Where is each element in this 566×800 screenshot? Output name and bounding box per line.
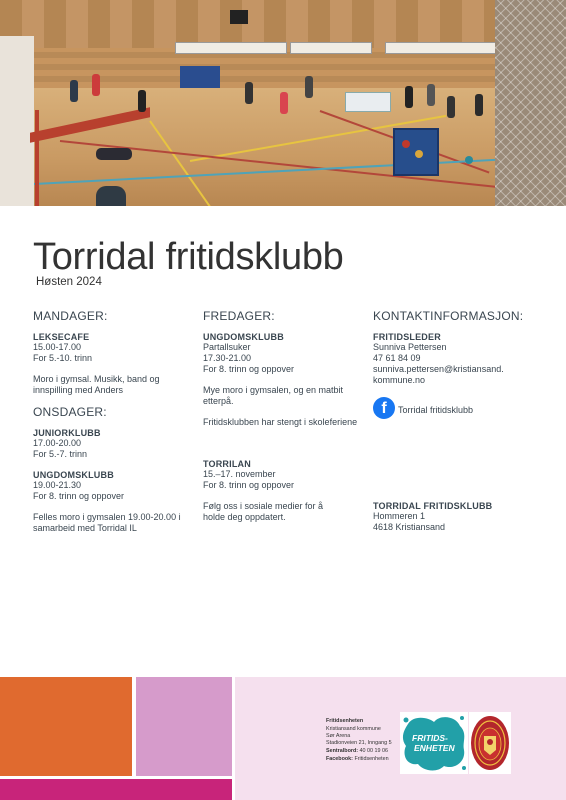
footer-facebook: [326, 756, 389, 763]
leksecafe-desc: innspilling med Anders: [33, 385, 124, 395]
contact-email: sunniva.pettersen@kristiansand.: [373, 364, 504, 374]
address-street: Hommeren 1: [373, 511, 426, 521]
red-railing: [35, 110, 39, 206]
heading-onsdager: ONSDAGER:: [33, 405, 107, 419]
sponsor-banner: [385, 42, 497, 54]
bench: [345, 92, 391, 112]
contact-role: FRITIDSLEDER: [373, 332, 441, 342]
person: [447, 96, 455, 118]
person: [405, 86, 413, 108]
onsdag-note: samarbeid med Torridal IL: [33, 523, 137, 533]
ball: [465, 156, 473, 164]
mat: [180, 66, 220, 88]
fredag-time: 17.30-21.00: [203, 353, 252, 363]
color-block-orange: [0, 677, 132, 776]
seal-icon: [469, 712, 511, 774]
fb-value: Fritidsenheten: [352, 756, 389, 762]
kommune-seal: [469, 712, 511, 774]
social-note: holde deg oppdatert.: [203, 512, 286, 522]
person: [427, 84, 435, 106]
page-subtitle: Høsten 2024: [36, 276, 102, 288]
juniorklubb-target: For 5.-7. trinn: [33, 449, 88, 459]
footer-line: Kristiansand kommune: [326, 726, 381, 732]
person: [305, 76, 313, 98]
person: [475, 94, 483, 116]
onsdag-note: Felles moro i gymsalen 19.00-20.00 i: [33, 512, 181, 522]
color-block-magenta: [0, 779, 232, 800]
facebook-icon[interactable]: f: [373, 397, 395, 419]
color-block-lilac: [136, 677, 232, 776]
footer-central: [326, 748, 388, 755]
sponsor-banner: [175, 42, 287, 54]
person: [70, 80, 78, 102]
heading-kontakt: KONTAKTINFORMASJON:: [373, 309, 524, 323]
fredag-ungdomsklubb-title: UNGDOMSKLUBB: [203, 332, 284, 342]
footer-line: Sør Arena: [326, 733, 351, 739]
fritidsenheten-logo: [400, 712, 468, 774]
closed-note: Fritidsklubben har stengt i skoleferiene: [203, 417, 358, 427]
juniorklubb-time: 17.00-20.00: [33, 438, 82, 448]
fredag-desc: Mye moro i gymsalen, og en matbit: [203, 385, 344, 395]
volleyball-net: [495, 0, 566, 206]
ceiling-wood: [0, 0, 566, 48]
leksecafe-target: For 5.-10. trinn: [33, 353, 93, 363]
address-name: TORRIDAL FRITIDSKLUBB: [373, 501, 493, 511]
address-city: 4618 Kristiansand: [373, 522, 446, 532]
heading-mandager: MANDAGER:: [33, 309, 108, 323]
central-value: 40 00 19 06: [358, 748, 389, 754]
ungdomsklubb-time: 19.00-21.30: [33, 480, 82, 490]
juniorklubb-title: JUNIORKLUBB: [33, 428, 101, 438]
fredag-desc: etterpå.: [203, 396, 234, 406]
person: [245, 82, 253, 104]
leksecafe-title: LEKSECAFE: [33, 332, 90, 342]
footer-org: Fritidsenheten: [326, 718, 364, 724]
facebook-link[interactable]: Torridal fritidsklubb: [398, 405, 474, 415]
contact-email: kommune.no: [373, 375, 426, 385]
sponsor-banner: [290, 42, 372, 54]
contact-name: Sunniva Pettersen: [373, 342, 447, 352]
person: [138, 90, 146, 112]
page-title: Torridal fritidsklubb: [33, 236, 344, 278]
person-head: [96, 186, 126, 206]
central-label: Sentralbord:: [326, 748, 359, 754]
bags: [96, 148, 132, 160]
person: [92, 74, 100, 96]
leksecafe-time: 15.00-17.00: [33, 342, 82, 352]
hero-photo: [0, 0, 566, 206]
ball: [402, 140, 410, 148]
fredag-weeks: Partallsuker: [203, 342, 251, 352]
ungdomsklubb-target: For 8. trinn og oppover: [33, 491, 125, 501]
left-wall: [0, 36, 34, 206]
logo-text: FRITIDS-: [412, 733, 448, 743]
ungdomsklubb-title: UNGDOMSKLUBB: [33, 470, 114, 480]
footer-line: Stadionveien 21, Inngang 5: [326, 740, 392, 746]
ball: [415, 150, 423, 158]
torrilan-target: For 8. trinn og oppover: [203, 480, 295, 490]
logo-text: ENHETEN: [414, 743, 455, 753]
leksecafe-desc: Moro i gymsal. Musikk, band og: [33, 374, 160, 384]
social-note: Følg oss i sosiale medier for å: [203, 501, 324, 511]
fredag-target: For 8. trinn og oppover: [203, 364, 295, 374]
person: [280, 92, 288, 114]
torrilan-title: TORRILAN: [203, 459, 251, 469]
heading-fredager: FREDAGER:: [203, 309, 275, 323]
wall-panels: [0, 48, 566, 88]
scoreboard: [230, 10, 248, 24]
contact-phone: 47 61 84 09: [373, 353, 421, 363]
fb-label: Facebook:: [326, 756, 353, 762]
torrilan-date: 15.–17. november: [203, 469, 276, 479]
